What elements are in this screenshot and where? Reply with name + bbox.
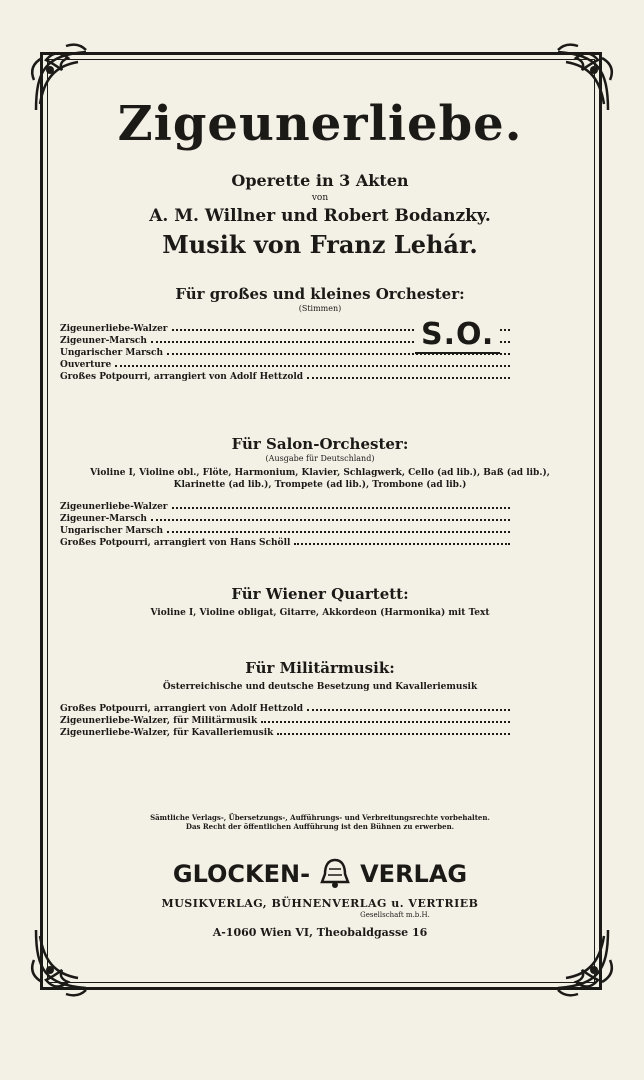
edition-badge: S.O. <box>415 317 500 354</box>
work-subtitle: Operette in 3 Akten <box>231 171 409 190</box>
composer: Musik von Franz Lehár. <box>162 230 478 259</box>
publisher-name <box>60 857 580 891</box>
list-item: Großes Potpourri, arrangiert von Adolf Hettzold <box>60 703 510 715</box>
publisher-subtitle: MUSIKVERLAG, BÜHNENVERLAG u. VERTRIEB <box>161 897 479 910</box>
section-heading: Für Salon-Orchester: <box>231 435 409 453</box>
publisher-company-form: Gesellschaft m.b.H. <box>360 911 430 919</box>
section-heading: Für Militärmusik: <box>245 659 395 677</box>
section-heading: Für großes und kleines Orchester: <box>175 285 465 303</box>
section-salon-orchestra <box>60 435 580 549</box>
bell-logo-icon <box>318 857 352 891</box>
von-label: von <box>311 193 329 203</box>
list-item: Zigeunerliebe-Walzer <box>60 501 510 513</box>
list-item: Zigeuner-Marsch <box>60 335 510 347</box>
list-item: Ungarischer Marsch <box>60 347 510 359</box>
section-instrumentation: Österreichische und deutsche Besetzung und Kavalleriemusik <box>162 682 478 692</box>
section-heading: Für Wiener Quartett: <box>231 585 409 603</box>
item-list <box>60 703 510 739</box>
list-item: Zigeunerliebe-Walzer <box>60 323 510 335</box>
section-militaermusik <box>60 659 580 739</box>
publisher-name-right: VERLAG <box>360 860 468 888</box>
title-page <box>60 95 580 939</box>
list-item: Großes Potpourri, arrangiert von Hans Schöll <box>60 537 510 549</box>
item-list <box>60 501 510 549</box>
librettists: A. M. Willner und Robert Bodanzky. <box>149 206 491 226</box>
list-item: Ungarischer Marsch <box>60 525 510 537</box>
item-list <box>60 317 510 383</box>
section-instrumentation: Violine I, Violine obligat, Gitarre, Akkordeon (Harmonika) mit Text <box>150 608 490 618</box>
work-title: Zigeunerliebe. <box>117 96 523 152</box>
publisher-name-left: GLOCKEN- <box>172 860 311 888</box>
publisher-address: A-1060 Wien VI, Theobaldgasse 16 <box>212 926 428 939</box>
list-item: Großes Potpourri, arrangiert von Adolf Hettzold <box>60 371 510 383</box>
list-item: Zigeunerliebe-Walzer, für Militärmusik <box>60 715 510 727</box>
section-orchestra <box>60 285 580 383</box>
section-note: (Stimmen) <box>298 304 342 313</box>
section-note: (Ausgabe für Deutschland) <box>265 454 375 463</box>
list-item: Ouverture <box>60 359 510 371</box>
list-item: Zigeuner-Marsch <box>60 513 510 525</box>
section-instrumentation: Violine I, Violine obl., Flöte, Harmonium, Klavier, Schlagwerk, Cello (ad lib.), Baß (ad lib.), Klarinette (ad lib.), Trompete (ad lib.), Trombone (ad lib.) <box>90 468 550 490</box>
list-item: Zigeunerliebe-Walzer, für Kavalleriemusik <box>60 727 510 739</box>
rights-notice: Sämtliche Verlags-, Übersetzungs-, Aufführungs- und Verbreitungsrechte vorbehalten. Das Recht der öffentlichen Aufführung ist den Bühnen zu erwerben. <box>150 813 490 831</box>
section-wiener-quartett <box>60 585 580 619</box>
